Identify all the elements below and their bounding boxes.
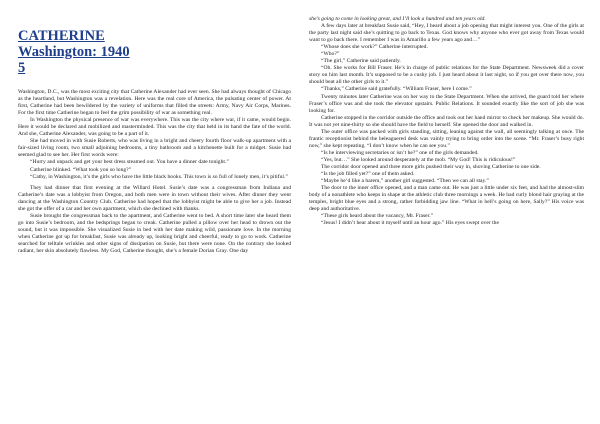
body-paragraph: “Is he interviewing secretaries or isn’t he?” one of the girls demanded. (321, 149, 479, 156)
body-paragraph: “Cathy, in Washington, it’s the girls who have the little black books. This town is so full of lonely men, it’s pitiful.” (30, 173, 288, 180)
body-paragraph: She had moved in with Susie Roberts, who was living in a bright and cheery fourth floor walk-up apartment with a fair-sized living room, two small adjoining bedrooms, a tiny bathroom and a kitchenette built for a midget. Susie had seemed glad to see her. Her first words were: (18, 138, 291, 159)
body-paragraph: she’s going to come in looking great, and I’ll look a hundred and ten years old. (309, 16, 486, 22)
body-paragraph: “These girls heard about the vacancy, Mr. Fraser.” (321, 213, 434, 220)
body-paragraph: They had dinner that first evening at the Willard Hotel. Susie’s date was a congressman from Indiana and Catherine’s date was a lobbyist from Oregon, and both men were in town without their wives. After dinner they went dancing at the Washington Country Club. Catherine had hoped that the lobbyist might be able to give her a job. Instead she got the offer of a car and her own apartment, which she declined with thanks. (18, 184, 291, 212)
body-paragraph: “Who?” (321, 51, 340, 58)
body-paragraph: “Whose does she work?” Catherine interrupted. (321, 44, 428, 51)
body-paragraph: The outer office was packed with girls standing, sitting, leaning against the wall, all seemingly talking at once. The frantic receptionist behind the beleaguered desk was vainly trying to bring order into the scene. “Mr. Fraser’s busy right now,” she kept repeating. “I don’t know when he can see you.” (309, 128, 584, 149)
body-paragraph: “Oh. She works for Bill Fraser. He’s in charge of public relations for the State Department. Newsweek did a cover story on him last month. It’s supposed to be a cushy job. I just heard about it last night, so if you get over there now, you should beat all the other girls to it.” (309, 65, 584, 86)
body-paragraph: Catherine blinked. “What took you so long?” (30, 166, 132, 173)
title-place-year: Washington: 1940 (18, 44, 130, 60)
body-paragraph: Susie brought the congressman back to the apartment, and Catherine went to bed. A short time later she heard them go into Susie’s bedroom, and the bedsprings began to creak. Catherine pulled a pillow over her head to drown out the sound, but it was impossible. She visualized Susie in bed with her date making wild, passionate love. In the morning when Catherine got up for breakfast, Susie was already up, looking bright and cheerful, ready to go to work. Catherine searched for telltale wrinkles and other signs of dissipation on Susie, but there were none. On the contrary she looked radiant, her skin absolutely flawless. My God, Catherine thought, she’s a female Dorian Gray. One day (18, 212, 291, 255)
body-paragraph: “Maybe he’d like a harem,” another girl suggested. “Then we can all stay.” (321, 178, 489, 185)
body-paragraph: Twenty minutes later Catherine was on her way to the State Department. When she arrived, the guard told her where Fraser’s office was and she took the elevator upstairs. Public Relations. It sounded exactly like the sort of job she was looking for. (309, 93, 584, 114)
body-paragraph: “Jesus! I didn’t hear about it myself until an hour ago.” His eyes swept over the (321, 220, 499, 227)
body-paragraph: Catherine stopped in the corridor outside the office and took out her hand mirror to check her makeup. She would do. It was not yet nine-thirty so she should have the field to herself. She opened the door and walked in. (309, 114, 584, 128)
body-paragraph: A few days later at breakfast Susie said, “Hey, I heard about a job opening that might interest you. One of the girls at the party last night said she’s quitting to go back to Texas. God knows why anyone who ever got away from Texas would want to go back there. I remember I was in Amarillo a few years ago and…” (309, 23, 584, 44)
chapter-title (18, 28, 130, 76)
body-paragraph: “The girl,” Catherine said patiently. (321, 58, 401, 65)
body-paragraph: The door to the inner office opened, and a man came out. He was just a little under six feet, and had the almost-slim body of a nonathlete who keeps in shape at the athletic club three mornings a week. He had curly blond hair graying at the temples, bright blue eyes and a strong, rather forbidding jaw line. “What in hell’s going on here, Sally?” His voice was deep and authoritative. (309, 185, 584, 213)
body-paragraph: Washington, D.C., was the most exciting city that Catherine Alexander had ever seen. She had always thought of Chicago as the heartland, but Washington was a revelation. Here was the real core of America, the pulsating center of power. At first, Catherine had been bewildered by the variety of uniforms that filled the streets: Army, Navy Air Corps, Marines. For the first time Catherine began to feel the grim possibility of war as something real. (18, 89, 291, 117)
title-chapter-number: 5 (18, 60, 26, 76)
body-paragraph: “Yes, but…” She looked around desperately at the mob. “My God! This is ridiculous!” (321, 156, 516, 163)
body-paragraph: The corridor door opened and three more girls pushed their way in, shoving Catherine to one side. (321, 163, 541, 170)
body-paragraph: “Is the job filled yet?” one of them asked. (321, 171, 415, 178)
title-chapter-name: CATHERINE (18, 28, 105, 44)
right-column (309, 16, 584, 227)
body-paragraph: “Hurry and unpack and get your best dress steamed out. You have a dinner date tonight.” (30, 159, 229, 166)
body-paragraph: In Washington the physical presence of war was everywhere. This was the city where war, if it came, would begin. Here it would be declared and mobilized and masterminded. This was the city that held in its hand the fate of the world. And she, Catherine Alexander, was going to be a part of it. (18, 117, 291, 138)
body-paragraph: “Thanks,” Catherine said gratefully. “William Fraser, here I come.” (321, 86, 472, 93)
left-column (18, 89, 291, 255)
